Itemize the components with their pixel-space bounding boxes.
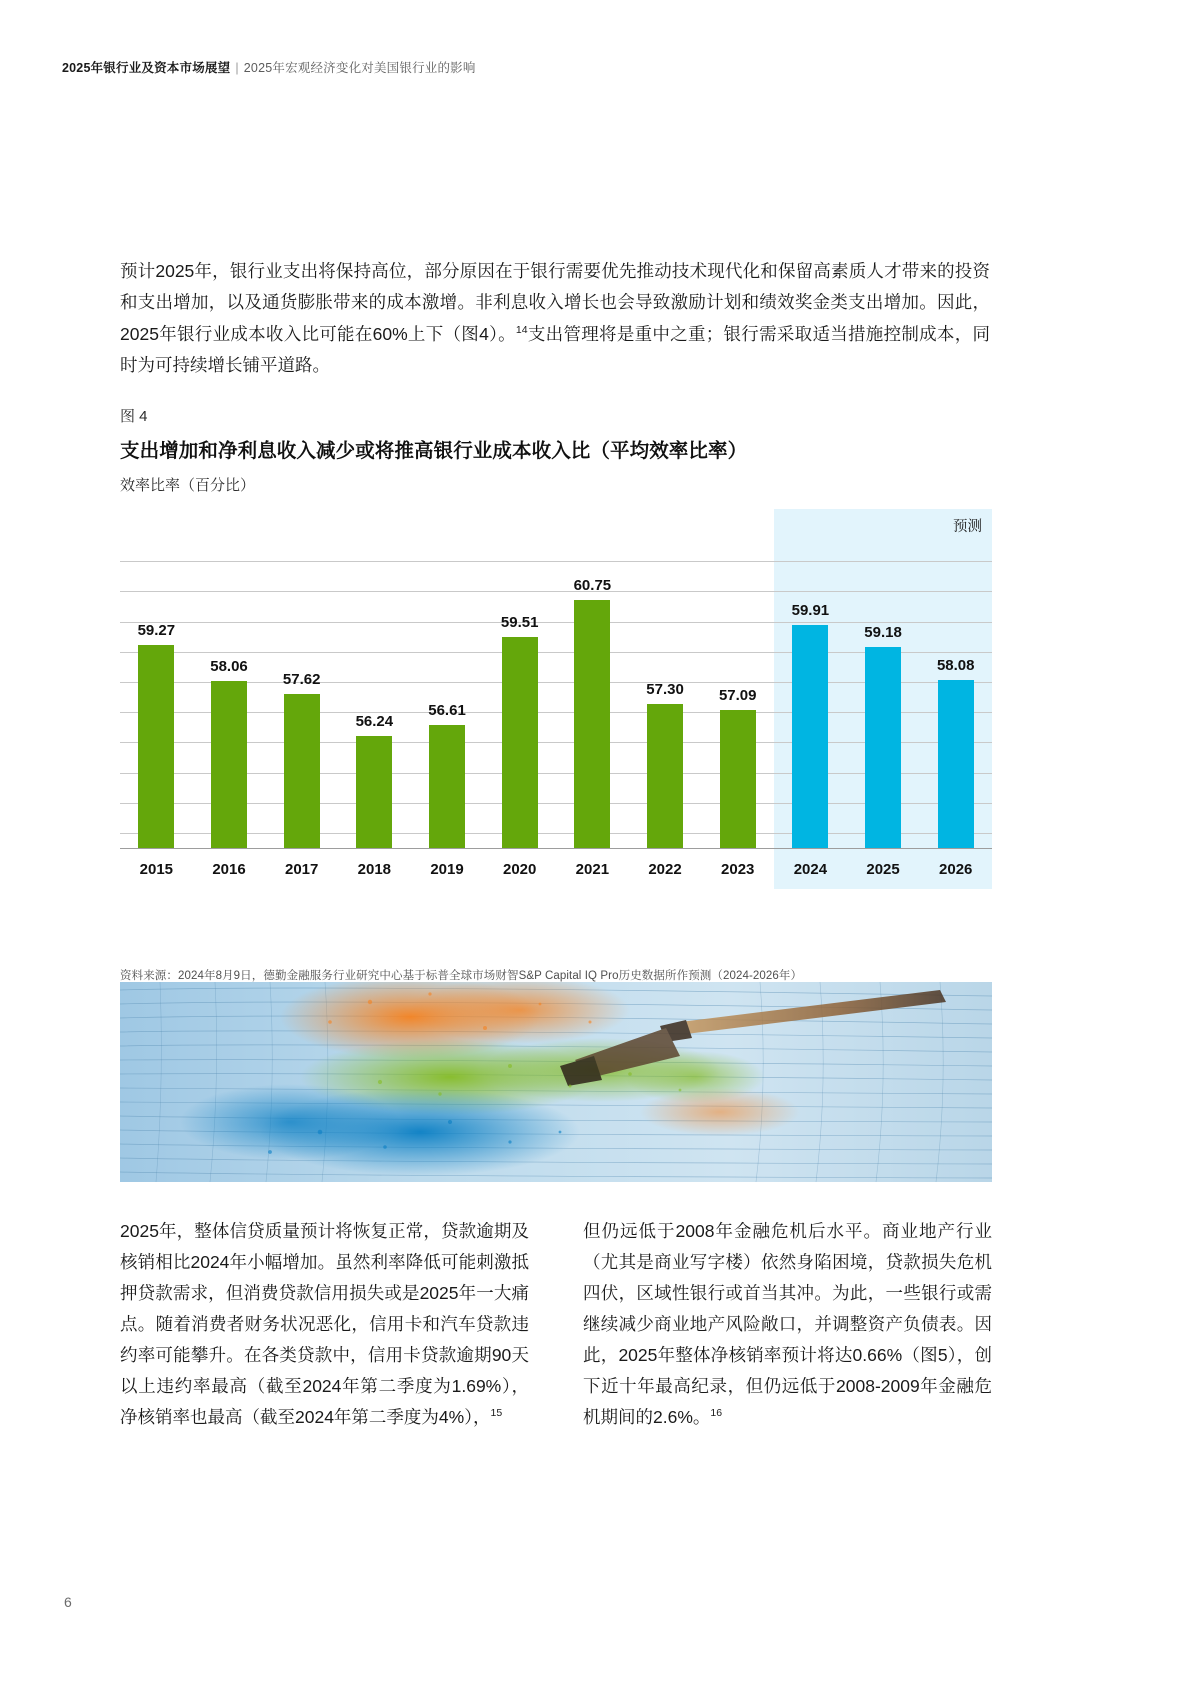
bar-slot <box>919 547 992 849</box>
column-right-text: 但仍远低于2008年金融危机后水平。商业地产行业（尤其是商业写字楼）依然身陷困境，贷款损失危机四伏，区域性银行或首当其冲。为此，一些银行或需继续减少商业地产风险敞口，并调整资产负债表。因此，2025年整体净核销率预计将达0.66%（图5），创下近十年最高纪录，但仍远低于2008-2009年金融危机期间的2.6%。 <box>583 1221 992 1427</box>
bar-2024[interactable] <box>792 625 828 849</box>
bar-slot <box>774 547 847 849</box>
figure-title: 支出增加和净利息收入减少或将推高银行业成本收入比（平均效率比率） <box>120 440 748 462</box>
figure-4 <box>120 405 992 889</box>
x-tick-2026: 2026 <box>939 860 973 878</box>
x-tick-2019: 2019 <box>430 860 464 878</box>
footnote-ref-14: 14 <box>515 323 528 336</box>
bar-chart <box>120 509 992 889</box>
bar-2019[interactable] <box>429 725 465 849</box>
bar-value-label: 60.75 <box>573 576 612 594</box>
figure-subtitle: 效率比率（百分比） <box>120 477 256 494</box>
bar-value-label: 58.08 <box>936 657 975 675</box>
x-tick-2015: 2015 <box>139 860 174 878</box>
x-tick-2024: 2024 <box>793 860 828 878</box>
bar-2026[interactable] <box>938 680 974 849</box>
figure-source-note: 资料来源：2024年8月9日，德勤金融服务行业研究中心基于标普全球市场财智S&P Capital IQ Pro历史数据所作预测（2024-2026年） <box>120 970 803 982</box>
intro-text-part1: 预计2025年，银行业支出将保持高位，部分原因在于银行需要优先推动技术现代化和保留高素质人才带来的投资和支出增加，以及通货膨胀带来的成本激增。非利息收入增长也会导致激励计划和绩效奖金类支出增加。因此，2025年银行业成本收入比可能在60%上下（图4）。 <box>120 260 990 344</box>
bar-slot <box>265 547 338 849</box>
footnote-ref-16: 16 <box>710 1407 723 1420</box>
bar-slot <box>847 547 920 849</box>
x-axis-tick-labels <box>120 849 992 889</box>
x-tick-2020: 2020 <box>503 860 537 878</box>
bar-value-label: 59.51 <box>500 614 539 632</box>
x-tick-2016: 2016 <box>212 860 246 878</box>
chart-plot-area <box>120 547 992 849</box>
x-tick-2022: 2022 <box>648 860 682 878</box>
bar-slot <box>193 547 266 849</box>
bar-value-label: 59.27 <box>137 621 176 639</box>
bar-2016[interactable] <box>211 681 247 849</box>
x-tick-2021: 2021 <box>575 860 610 878</box>
bar-2025[interactable] <box>865 647 901 849</box>
bar-2018[interactable] <box>356 736 392 849</box>
body-column-left <box>120 1216 529 1433</box>
bar-slot <box>411 547 484 849</box>
bar-2020[interactable] <box>502 637 538 849</box>
column-left-text: 2025年，整体信贷质量预计将恢复正常，贷款逾期及核销相比2024年小幅增加。虽然利率降低可能刺激抵押贷款需求，但消费贷款信用损失或是2025年一大痛点。随着消费者财务状况恶化，信用卡和汽车贷款违约率可能攀升。在各类贷款中，信用卡贷款逾期90天以上违约率最高（截至2024年第二季度为1.69%），净核销率也最高（截至2024年第二季度为4%）， <box>120 1221 529 1427</box>
bar-slot <box>483 547 556 849</box>
running-header-separator: | <box>235 61 239 75</box>
bar-2023[interactable] <box>720 710 756 849</box>
bar-value-label: 57.09 <box>718 687 757 705</box>
page-number: 6 <box>64 1594 72 1610</box>
running-header <box>62 58 476 76</box>
x-tick-2025: 2025 <box>866 860 900 878</box>
bar-slot <box>629 547 702 849</box>
bar-slot <box>120 547 193 849</box>
bar-value-label: 59.91 <box>791 602 830 620</box>
x-tick-2018: 2018 <box>357 860 392 878</box>
intro-text-part2: 支出管理将是重中之重；银行需采取适当措施控制成本，同时为可持续增长铺平道路。 <box>120 323 990 375</box>
bar-value-label: 59.18 <box>864 624 902 642</box>
footnote-ref-15: 15 <box>490 1407 503 1420</box>
bar-value-label: 58.06 <box>210 658 248 676</box>
bar-2021[interactable] <box>574 600 610 849</box>
forecast-label: 预测 <box>953 519 982 535</box>
body-columns <box>120 1216 992 1433</box>
bar-value-label: 56.61 <box>428 701 466 719</box>
body-column-right <box>583 1216 992 1433</box>
x-tick-2023: 2023 <box>721 860 755 878</box>
running-header-title: 2025年银行业及资本市场展望 <box>62 61 231 75</box>
bar-2022[interactable] <box>647 704 683 849</box>
running-header-subtitle: 2025年宏观经济变化对美国银行业的影响 <box>243 61 476 75</box>
artwork-svg <box>120 982 992 1182</box>
bar-value-label: 57.30 <box>646 681 684 699</box>
bar-slot <box>556 547 629 849</box>
intro-paragraph <box>120 256 990 382</box>
bar-value-label: 56.24 <box>355 713 394 731</box>
x-tick-2017: 2017 <box>284 860 319 878</box>
bar-value-label: 57.62 <box>282 671 321 689</box>
figure-number: 图 4 <box>120 408 148 425</box>
decorative-artwork-image <box>120 982 992 1182</box>
bar-2015[interactable] <box>138 645 174 849</box>
bar-slot <box>338 547 411 849</box>
bar-slot <box>701 547 774 849</box>
bar-2017[interactable] <box>284 694 320 849</box>
